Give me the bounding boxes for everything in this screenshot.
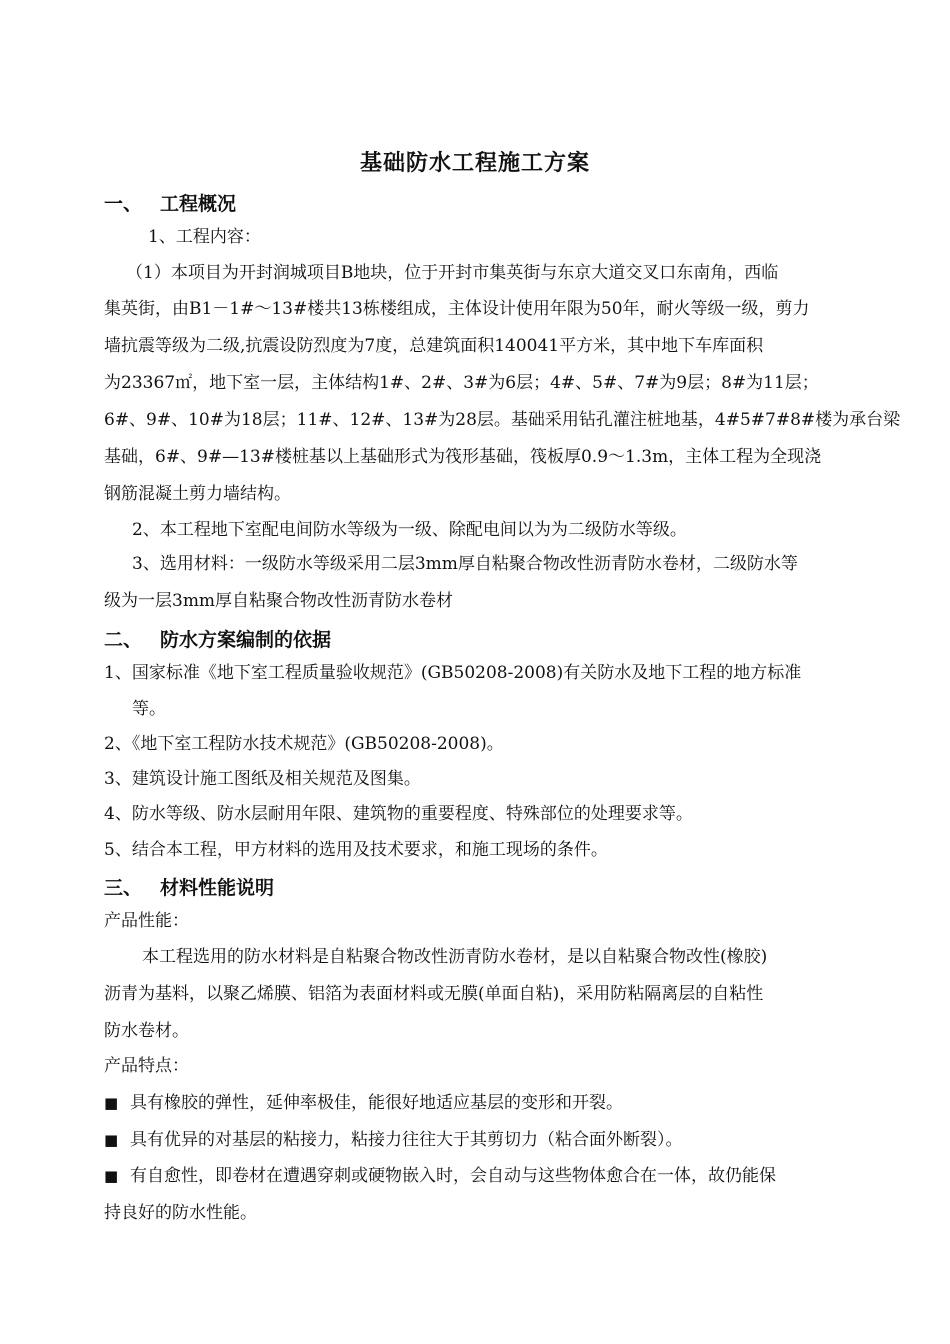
paragraph-line: 级为一层3mm厚自粘聚合物改性沥青防水卷材 (104, 591, 454, 611)
section-title: 工程概况 (160, 193, 237, 215)
bullet-text: 具有优异的对基层的粘接力，粘接力往往大于其剪切力（粘合面外断裂）。 (130, 1130, 683, 1150)
label-product-features: 产品特点： (104, 1056, 189, 1076)
paragraph-line: 6#、9#、10#为18层；11#、12#、13#为28层。基础采用钻孔灌注桩地基，4#5#7#8#楼为承台梁 (104, 410, 901, 430)
paragraph-line: （1）本项目为开封润城项目B地块，位于开封市集英街与东京大道交叉口东南角，西临 (126, 263, 779, 283)
list-item: 5、结合本工程，甲方材料的选用及技术要求，和施工现场的条件。 (104, 840, 608, 860)
section-heading-1 (104, 189, 236, 216)
bullet-square-icon: ■ (104, 1094, 119, 1112)
paragraph-line: 钢筋混凝土剪力墙结构。 (104, 484, 291, 504)
section-number: 一、 (104, 193, 143, 215)
bullet-square-icon: ■ (104, 1131, 119, 1149)
paragraph-line: 基础，6#、9#—13#楼桩基以上基础形式为筏形基础，筏板厚0.9～1.3m，主体工程为全现浇 (104, 447, 822, 467)
list-item: 3、建筑设计施工图纸及相关规范及图集。 (104, 769, 421, 789)
bullet-item-continuation: 持良好的防水性能。 (104, 1203, 257, 1223)
section-number: 二、 (104, 629, 143, 651)
section-heading-2 (104, 625, 331, 652)
bullet-item (104, 1092, 623, 1114)
paragraph-line: 本工程选用的防水材料是自粘聚合物改性沥青防水卷材，是以自粘聚合物改性(橡胶) (142, 947, 768, 967)
section-heading-3 (104, 873, 274, 900)
paragraph-line: 防水卷材。 (104, 1021, 189, 1041)
list-item: 1、国家标准《地下室工程质量验收规范》(GB50208-2008)有关防水及地下工程的地方标准 (104, 663, 802, 683)
bullet-text: 有自愈性，即卷材在遭遇穿刺或硬物嵌入时，会自动与这些物体愈合在一体，故仍能保 (130, 1166, 776, 1186)
paragraph-line: 3、选用材料：一级防水等级采用二层3mm厚自粘聚合物改性沥青防水卷材，二级防水等 (132, 554, 798, 574)
bullet-text: 具有橡胶的弹性，延伸率极佳，能很好地适应基层的变形和开裂。 (130, 1093, 623, 1113)
section-title: 材料性能说明 (160, 877, 275, 899)
paragraph-waterproof-grade: 2、本工程地下室配电间防水等级为一级、除配电间以为为二级防水等级。 (132, 520, 687, 540)
subheading-project-content: 1、工程内容： (148, 227, 261, 247)
bullet-square-icon: ■ (104, 1167, 119, 1185)
list-item: 2、《地下室工程防水技术规范》(GB50208-2008)。 (104, 734, 504, 754)
paragraph-line: 沥青为基料，以聚乙烯膜、铝箔为表面材料或无膜(单面自粘)，采用防粘隔离层的自粘性 (104, 984, 764, 1004)
label-product-performance: 产品性能： (104, 911, 189, 931)
paragraph-line: 墙抗震等级为二级,抗震设防烈度为7度，总建筑面积140041平方米，其中地下车库面积 (104, 336, 764, 356)
bullet-item (104, 1165, 776, 1187)
list-item-continuation: 等。 (132, 699, 166, 719)
section-number: 三、 (104, 877, 143, 899)
paragraph-line: 集英街，由B1－1#～13#楼共13栋楼组成，主体设计使用年限为50年，耐火等级一级，剪力 (104, 299, 810, 319)
section-title: 防水方案编制的依据 (160, 629, 332, 651)
list-item: 4、防水等级、防水层耐用年限、建筑物的重要程度、特殊部位的处理要求等。 (104, 804, 693, 824)
bullet-item (104, 1129, 683, 1151)
paragraph-line: 为23367㎡，地下室一层，主体结构1#、2#、3#为6层；4#、5#、7#为9层；8#为11层； (104, 373, 819, 393)
document-title: 基础防水工程施工方案 (359, 151, 590, 176)
